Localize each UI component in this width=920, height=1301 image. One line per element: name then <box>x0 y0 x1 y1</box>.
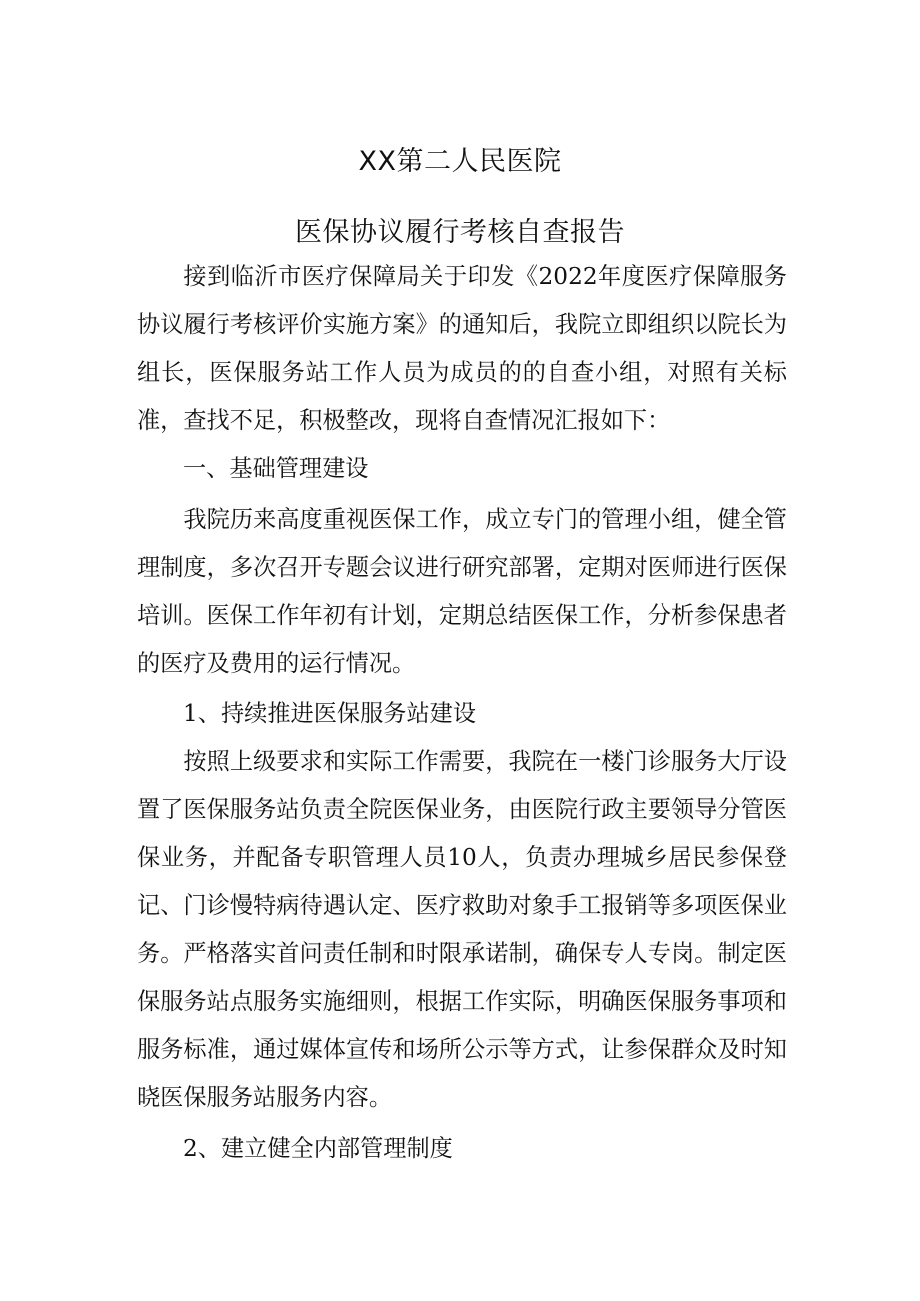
intro-paragraph: 接到临沂市医疗保障局关于印发《2022年度医疗保障服务协议履行考核评价实施方案》的通知后，我院立即组织以院长为组长，医保服务站工作人员为成员的的自查小组，对照有关标准，查找不足，积极整改，现将自查情况汇报如下： <box>137 263 787 434</box>
report-title: 医保协议履行考核自查报告 <box>295 217 625 248</box>
section1-paragraph: 我院历来高度重视医保工作，成立专门的管理小组，健全管理制度，多次召开专题会议进行研究部署，定期对医师进行医保培训。医保工作年初有计划，定期总结医保工作，分析参保患者的医疗及费用的运行情况。 <box>137 506 787 677</box>
subsection-heading-service-station <box>183 690 476 738</box>
section-heading-basic-management: 一、基础管理建设 <box>183 455 369 482</box>
subsection-title: 持续推进医保服务站建设 <box>220 700 477 727</box>
subsection-number: 2、 <box>183 1135 221 1162</box>
hospital-name: XX第二人民医院 <box>358 146 562 177</box>
subsection-title: 建立健全内部管理制度 <box>220 1135 453 1162</box>
subsection-heading-internal-management <box>183 1125 453 1173</box>
subsection1-paragraph: 按照上级要求和实际工作需要，我院在一楼门诊服务大厅设置了医保服务站负责全院医保业务，由医院行政主要领导分管医保业务，并配备专职管理人员10人，负责办理城乡居民参保登记、门诊慢特病待遇认定、医疗救助对象手工报销等多项医保业务。严格落实首问责任制和时限承诺制，确保专人专岗。制定医保服务站点服务实施细则，根据工作实际，明确医保服务事项和服务标准，通过媒体宣传和场所公示等方式，让参保群众及时知晓医保服务站服务内容。 <box>137 748 787 1111</box>
subsection-number: 1、 <box>183 700 221 727</box>
